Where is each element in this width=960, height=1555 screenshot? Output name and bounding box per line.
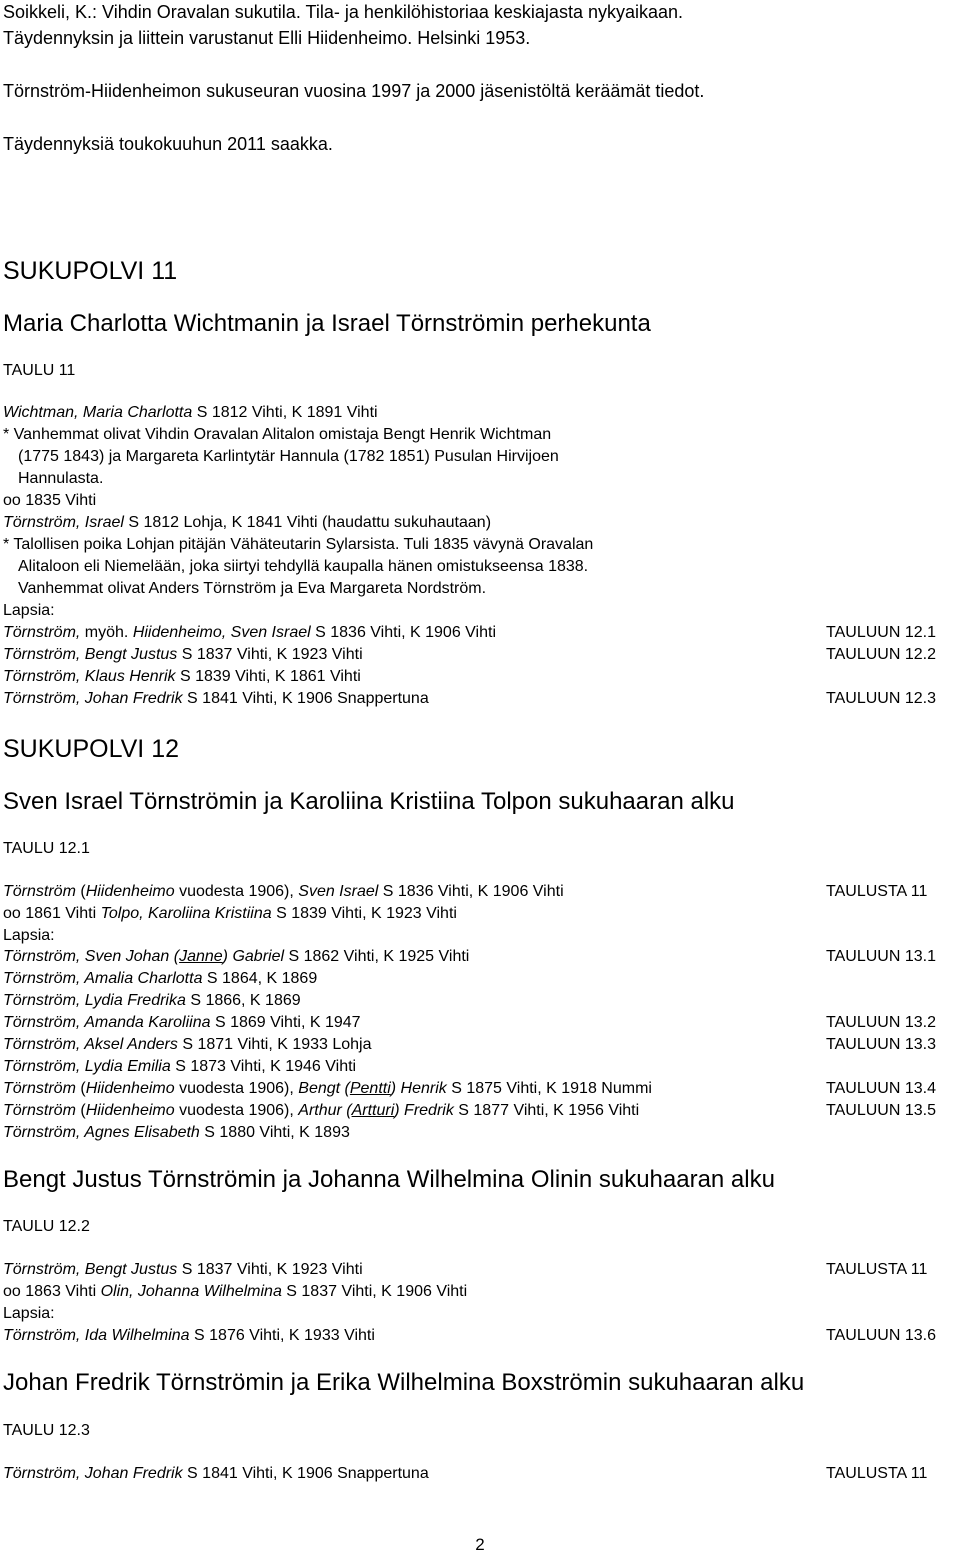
text: (	[75, 1080, 86, 1097]
text: vuodesta 1906),	[174, 1102, 299, 1119]
mother-info: S 1812 Vihti, K 1891 Vihti	[192, 404, 378, 421]
child-nickname: Artturi	[351, 1102, 395, 1119]
table-reference: TAULUUN 13.4	[826, 1080, 936, 1097]
child-entry	[3, 969, 317, 989]
surname-later: Hiidenheimo	[85, 1102, 175, 1119]
child-name: Törnström, Amanda Karoliina	[3, 1014, 211, 1031]
child-info: S 1876 Vihti, K 1933 Vihti	[189, 1327, 375, 1344]
surname-later: Hiidenheimo	[85, 1080, 175, 1097]
child-name: Törnström, Aksel Anders	[3, 1036, 178, 1053]
marriage-text: oo 1863 Vihti	[3, 1283, 101, 1300]
table-11-label: TAULU 11	[3, 362, 76, 379]
spouse-info: S 1837 Vihti, K 1906 Vihti	[281, 1283, 468, 1300]
parent-entry	[3, 1260, 363, 1280]
table-reference: TAULUSTA 11	[826, 1261, 928, 1278]
table-12-1-label: TAULU 12.1	[3, 840, 90, 857]
text: vuodesta 1906),	[174, 1080, 299, 1097]
table-12-2-label: TAULU 12.2	[3, 1218, 90, 1235]
given-names: Arthur (	[298, 1102, 352, 1119]
child-info: S 1880 Vihti, K 1893	[199, 1124, 350, 1141]
father-name: Törnström, Israel	[3, 514, 124, 531]
table-reference: TAULUUN 13.1	[826, 948, 936, 965]
update-line: Täydennyksiä toukokuuhun 2011 saakka.	[3, 134, 333, 154]
generation-11-subtitle: Maria Charlotta Wichtmanin ja Israel Törnströmin perhekunta	[3, 310, 651, 337]
table-reference: TAULUUN 12.3	[826, 690, 936, 707]
spouse-name: Tolpo, Karoliina Kristiina	[100, 905, 272, 922]
child-entry	[3, 1101, 639, 1121]
child-entry	[3, 1123, 350, 1143]
child-info: S 1836 Vihti, K 1906 Vihti	[310, 624, 497, 641]
child-entry	[3, 991, 301, 1011]
child-info: S 1869 Vihti, K 1947	[210, 1014, 361, 1031]
child-name: ) Gabriel	[222, 948, 285, 965]
child-name: Törnström, Lydia Emilia	[3, 1058, 171, 1075]
surname: Törnström	[3, 883, 76, 900]
child-entry	[3, 1035, 372, 1055]
child-entry	[3, 1057, 356, 1077]
parent-name: Törnström, Bengt Justus	[3, 1261, 178, 1278]
table-reference: TAULUSTA 11	[826, 1465, 928, 1482]
person-info: S 1841 Vihti, K 1906 Snappertuna	[182, 1465, 429, 1482]
surname: Törnström	[3, 1102, 76, 1119]
child-info: S 1839 Vihti, K 1861 Vihti	[175, 668, 361, 685]
table-reference: TAULUUN 13.5	[826, 1102, 936, 1119]
spouse-info: S 1839 Vihti, K 1923 Vihti	[271, 905, 457, 922]
child-name-later: Hiidenheimo, Sven Israel	[132, 624, 311, 641]
text: (	[75, 1102, 86, 1119]
child-entry	[3, 947, 469, 967]
child-name-note: myöh.	[80, 624, 133, 641]
text: (	[75, 883, 86, 900]
spouse-entry	[3, 904, 457, 924]
child-entry	[3, 645, 363, 665]
father-info: S 1812 Lohja, K 1841 Vihti (haudattu sukuhautaan)	[123, 514, 492, 531]
table-reference: TAULUSTA 11	[826, 883, 928, 900]
surname: Törnström	[3, 1080, 76, 1097]
generation-12-title: SUKUPOLVI 12	[3, 735, 180, 763]
page-number: 2	[475, 1535, 485, 1554]
branch-1-title: Sven Israel Törnströmin ja Karoliina Kristiina Tolpon sukuhaaran alku	[3, 788, 735, 815]
child-info: S 1837 Vihti, K 1923 Vihti	[177, 646, 363, 663]
marriage-line: oo 1835 Vihti	[3, 492, 97, 509]
child-info: S 1877 Vihti, K 1956 Vihti	[453, 1102, 640, 1119]
mother-entry	[3, 403, 378, 423]
table-reference: TAULUUN 13.2	[826, 1014, 936, 1031]
mother-name: Wichtman, Maria Charlotta	[3, 404, 193, 421]
children-label: Lapsia:	[3, 1305, 55, 1322]
parent-entry	[3, 1464, 429, 1484]
person-info: S 1837 Vihti, K 1923 Vihti	[177, 1261, 363, 1278]
branch-2-title: Bengt Justus Törnströmin ja Johanna Wilhelmina Olinin sukuhaaran alku	[3, 1166, 775, 1193]
child-info: S 1871 Vihti, K 1933 Lohja	[177, 1036, 372, 1053]
given-names: ) Fredrik	[394, 1102, 454, 1119]
branch-3-title: Johan Fredrik Törnströmin ja Erika Wilhelmina Boxströmin sukuhaaran alku	[3, 1369, 805, 1396]
parent-entry	[3, 882, 564, 902]
child-entry	[3, 689, 429, 709]
given-names: Sven Israel	[298, 883, 379, 900]
child-info: S 1875 Vihti, K 1918 Nummi	[446, 1080, 652, 1097]
child-name: Törnström, Amalia Charlotta	[3, 970, 203, 987]
mother-note-1: * Vanhemmat olivat Vihdin Oravalan Alitalon omistaja Bengt Henrik Wichtman	[3, 426, 552, 443]
generation-11-title: SUKUPOLVI 11	[3, 257, 178, 285]
marriage-text: oo 1861 Vihti	[3, 905, 101, 922]
father-note-1: * Talollisen poika Lohjan pitäjän Vähäteutarin Sylarsista. Tuli 1835 vävynä Oravalan	[3, 536, 594, 553]
child-info: S 1841 Vihti, K 1906 Snappertuna	[182, 690, 429, 707]
child-name: Törnström, Agnes Elisabeth	[3, 1124, 200, 1141]
child-entry	[3, 623, 496, 643]
child-info: S 1873 Vihti, K 1946 Vihti	[170, 1058, 357, 1075]
mother-note-2: (1775 1843) ja Margareta Karlintytär Hannula (1782 1851) Pusulan Hirvijoen	[18, 448, 559, 465]
collection-line: Törnström-Hiidenheimon sukuseuran vuosina 1997 ja 2000 jäsenistöltä keräämät tiedot.	[3, 81, 705, 101]
spouse-entry	[3, 1282, 467, 1302]
spouse-name: Olin, Johanna Wilhelmina	[100, 1283, 282, 1300]
children-label: Lapsia:	[3, 927, 55, 944]
source-line-2: Täydennyksin ja liittein varustanut Elli Hiidenheimo. Helsinki 1953.	[3, 28, 531, 48]
father-note-3: Vanhemmat olivat Anders Törnström ja Eva Margareta Nordström.	[18, 580, 487, 597]
surname-later: Hiidenheimo	[85, 883, 175, 900]
father-note-2: Alitaloon eli Niemelään, joka siirtyi tehdyllä kaupalla hänen omistukseensa 1838.	[18, 558, 589, 575]
table-reference: TAULUUN 12.1	[826, 624, 936, 641]
child-entry	[3, 667, 361, 687]
table-reference: TAULUUN 13.6	[826, 1327, 936, 1344]
table-reference: TAULUUN 13.3	[826, 1036, 936, 1053]
person-info: S 1836 Vihti, K 1906 Vihti	[378, 883, 564, 900]
table-reference: TAULUUN 12.2	[826, 646, 936, 663]
child-name: Törnström,	[3, 624, 81, 641]
text: vuodesta 1906),	[174, 883, 299, 900]
child-name: Törnström, Sven Johan (	[3, 948, 180, 965]
child-entry	[3, 1079, 652, 1099]
given-names: Bengt (	[298, 1080, 350, 1097]
table-12-3-label: TAULU 12.3	[3, 1422, 90, 1439]
given-names: ) Henrik	[390, 1080, 447, 1097]
child-name: Törnström, Lydia Fredrika	[3, 992, 186, 1009]
child-nickname: Janne	[179, 948, 223, 965]
mother-note-3: Hannulasta.	[18, 470, 104, 487]
child-entry	[3, 1326, 375, 1346]
child-info: S 1864, K 1869	[202, 970, 318, 987]
child-nickname: Pentti	[349, 1080, 391, 1097]
parent-name: Törnström, Johan Fredrik	[3, 1465, 183, 1482]
father-entry	[3, 513, 491, 533]
child-name: Törnström, Bengt Justus	[3, 646, 178, 663]
child-name: Törnström, Klaus Henrik	[3, 668, 176, 685]
child-info: S 1866, K 1869	[185, 992, 301, 1009]
child-name: Törnström, Ida Wilhelmina	[3, 1327, 190, 1344]
child-info: S 1862 Vihti, K 1925 Vihti	[284, 948, 470, 965]
source-line-1: Soikkeli, K.: Vihdin Oravalan sukutila. Tila- ja henkilöhistoriaa keskiajasta nykyaikaan.	[3, 2, 684, 22]
child-entry	[3, 1013, 361, 1033]
children-label: Lapsia:	[3, 602, 55, 619]
child-name: Törnström, Johan Fredrik	[3, 690, 183, 707]
